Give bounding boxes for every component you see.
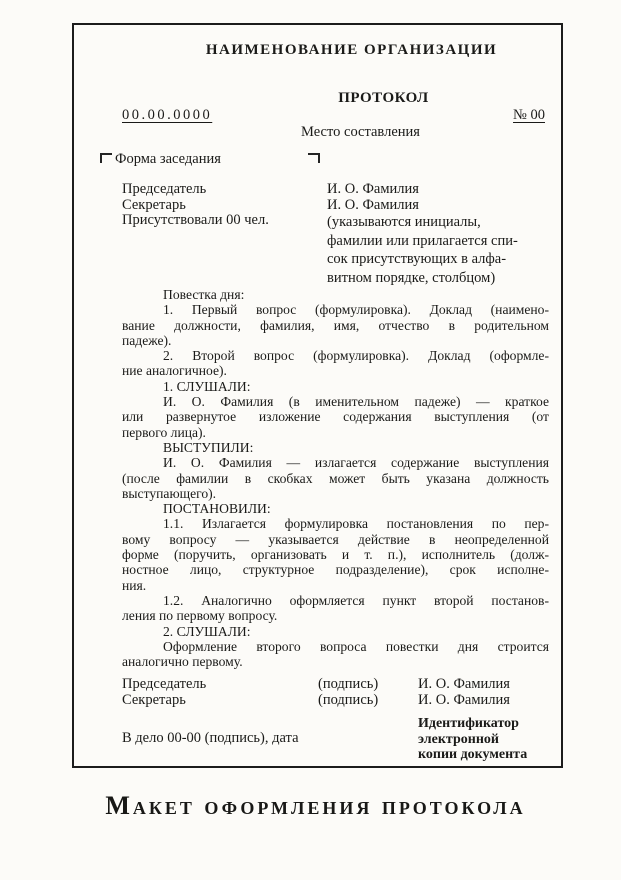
signature-sign: (подпись) (318, 691, 379, 708)
attendee-row (122, 213, 547, 287)
body-line: 2. Второй вопрос (формулировка). Доклад (оформле- (163, 348, 549, 364)
signature-label: Председатель (122, 676, 207, 692)
attendee-value: И. О. Фамилия (327, 196, 419, 213)
attendee-note-line: сок присутствующих в алфа- (327, 251, 507, 268)
body-line: 1.1. Излагается формулировка постановления по пер- (163, 516, 549, 532)
e-copy-identifier-line: копии документа (418, 747, 528, 762)
attendee-row (122, 182, 547, 198)
body-line: ПОСТАНОВИЛИ: (163, 501, 271, 517)
body-line: аналогично первому. (122, 654, 243, 670)
signature-name: И. О. Фамилия (418, 691, 510, 708)
body-line: вому вопросу — указывается действие в неопределенной (122, 531, 549, 547)
attendee-value: И. О. Фамилия (327, 181, 419, 197)
body-line: Повестка дня: (163, 287, 245, 302)
doc-number: № 00 (513, 107, 545, 123)
filing-row (122, 716, 547, 763)
signature-row (122, 677, 547, 693)
signature-row (122, 693, 547, 709)
signature-label: Секретарь (122, 691, 186, 708)
attendee-note-line: (указываются инициалы, (327, 214, 481, 230)
attendee-label: Секретарь (122, 196, 186, 213)
org-name: НАИМЕНОВАНИЕ ОРГАНИЗАЦИИ (205, 42, 498, 58)
meeting-form-field (100, 151, 330, 168)
attendee-label: Присутствовали 00 чел. (122, 212, 269, 228)
body-line: 1. СЛУШАЛИ: (163, 378, 251, 394)
limit-mark-right-icon (308, 153, 320, 163)
body-line: И. О. Фамилия (в именительном падеже) — краткое (163, 394, 549, 410)
body-line: ления по первому вопросу. (122, 608, 278, 624)
body-line: 2. СЛУШАЛИ: (163, 623, 251, 639)
body-line: ние аналогичное). (122, 363, 227, 379)
body-line: вание должности, фамилия, имя, отчество в родительном (122, 317, 549, 333)
body-line: 1.2. Аналогично оформляется пункт второй постанов- (163, 592, 549, 608)
page-caption: Макет оформления протокола (105, 791, 526, 820)
body-text (122, 287, 549, 669)
doc-place: Место составления (301, 124, 420, 140)
body-line: падеже). (122, 332, 172, 348)
body-line: выступающего). (122, 485, 217, 501)
doc-date: 00.00.0000 (122, 107, 213, 123)
body-line: ния. (122, 577, 147, 593)
limit-mark-left-icon (100, 153, 112, 163)
attendees-block (122, 182, 547, 287)
body-line: ВЫСТУПИЛИ: (163, 439, 254, 455)
body-line: И. О. Фамилия — излагается содержание выступления (163, 455, 549, 471)
attendee-row (122, 198, 547, 214)
e-copy-identifier (418, 716, 527, 763)
body-line: (после фамилии в скобках может быть указана должность (122, 470, 549, 486)
body-line: или развернутое изложение содержания выступления (от (122, 409, 549, 425)
date-number-row (122, 107, 545, 124)
body-line: 1. Первый вопрос (формулировка). Доклад (наимено- (163, 302, 549, 318)
signature-sign: (подпись) (318, 676, 379, 692)
document-frame (72, 23, 563, 768)
attendee-label: Председатель (122, 181, 207, 197)
signature-name: И. О. Фамилия (418, 676, 510, 692)
e-copy-identifier-line: Идентификатор (418, 716, 519, 731)
meeting-form-label: Форма заседания (115, 151, 221, 167)
body-line: ностное лицо, структурное подразделение), срок исполне- (122, 562, 549, 578)
file-note: В дело 00-00 (подпись), дата (122, 730, 299, 746)
attendee-note (327, 213, 547, 287)
doc-type: ПРОТОКОЛ (338, 90, 429, 106)
e-copy-identifier-line: электронной (418, 731, 499, 747)
body-line: форме (поручить, организовать и т. п.), исполнитель (долж- (122, 547, 549, 563)
body-line: первого лица). (122, 424, 206, 440)
signature-block (122, 677, 547, 708)
body-line: Оформление второго вопроса повестки дня строится (163, 638, 549, 654)
attendee-note-line: фамилии или прилагается спи- (327, 232, 518, 249)
attendee-note-line: витном порядке, столбцом) (327, 269, 496, 286)
